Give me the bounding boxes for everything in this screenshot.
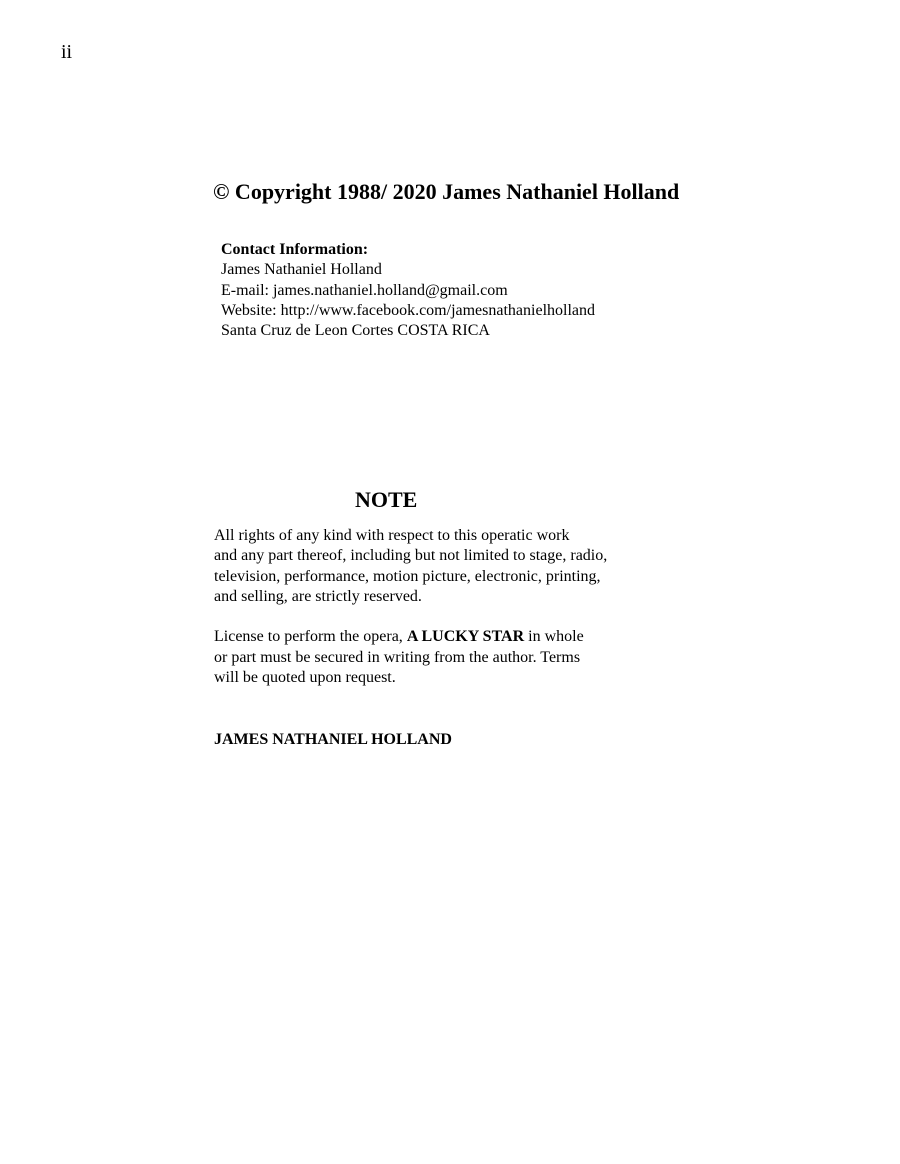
rights-line: and any part thereof, including but not limited to stage, radio, [214,547,608,565]
license-line: will be quoted upon request. [214,669,396,687]
license-text: in whole [524,628,584,646]
page-number: ii [61,41,73,63]
license-paragraph [214,627,607,688]
contact-email: E-mail: james.nathaniel.holland@gmail.com [221,281,508,299]
rights-line: and selling, are strictly reserved. [214,587,422,605]
contact-heading: Contact Information: [221,241,369,258]
author-signature: JAMES NATHANIEL HOLLAND [214,731,452,748]
rights-line: All rights of any kind with respect to this operatic work [214,527,570,544]
copyright-notice: © Copyright 1988/ 2020 James Nathaniel Holland [213,179,680,204]
rights-line: television, performance, motion picture, electronic, printing, [214,567,601,585]
note-body [214,526,607,709]
contact-information [221,240,595,341]
opera-title: A LUCKY STAR [406,628,525,646]
note-title: NOTE [355,487,418,512]
license-line: or part must be secured in writing from the author. Terms [214,648,581,666]
license-text: License to perform the opera, [214,628,407,646]
license-line [214,627,607,647]
contact-website: Website: http://www.facebook.com/jamesnathanielholland [221,301,596,319]
contact-address: Santa Cruz de Leon Cortes COSTA RICA [221,322,490,340]
contact-name: James Nathaniel Holland [221,261,382,279]
rights-paragraph [214,526,607,607]
